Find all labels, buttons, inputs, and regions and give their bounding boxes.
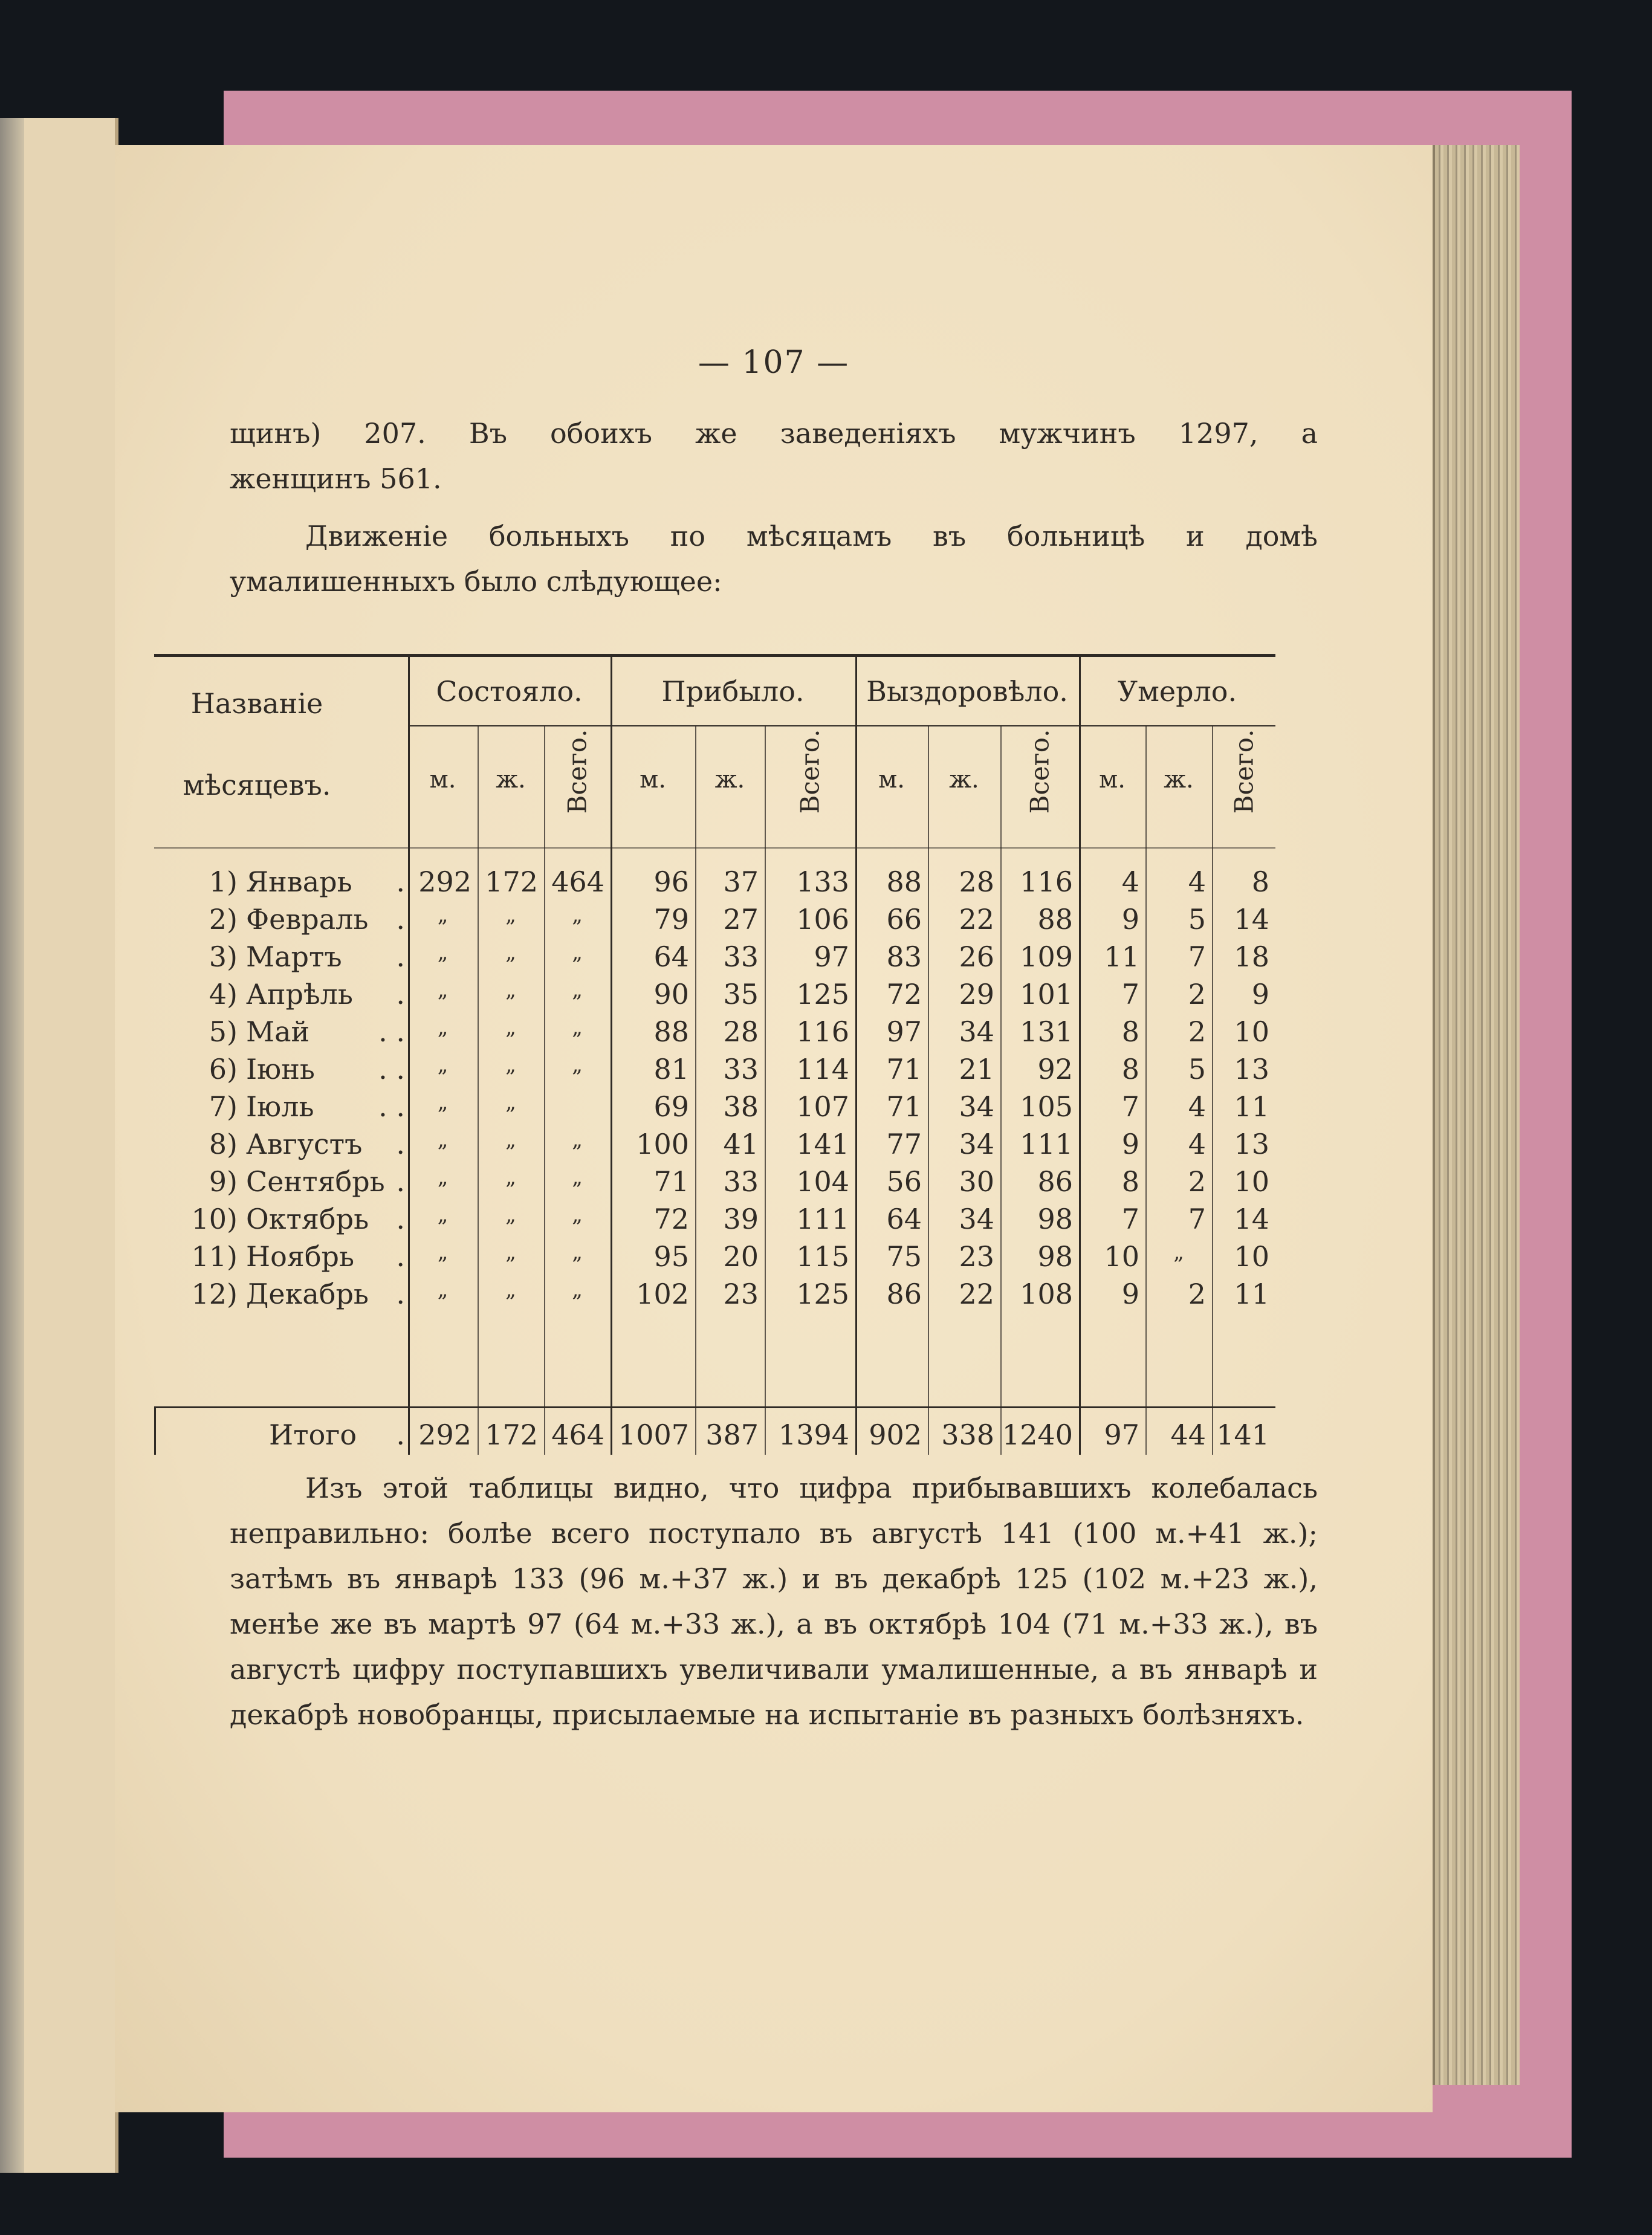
table-cell: „ bbox=[437, 978, 449, 1002]
subheader-women: ж. bbox=[496, 766, 526, 794]
month-number: 6) bbox=[209, 1053, 238, 1085]
table-cell: 34 bbox=[959, 1128, 994, 1160]
table-cell: 105 bbox=[1020, 1090, 1073, 1123]
table-cell: 28 bbox=[723, 1015, 759, 1048]
month-label: Ноябрь bbox=[246, 1240, 355, 1273]
table-cell: 56 bbox=[886, 1165, 922, 1198]
table-cell: 20 bbox=[723, 1240, 759, 1273]
column-divider bbox=[928, 726, 929, 1455]
subheader-men: м. bbox=[878, 766, 905, 794]
column-divider bbox=[1212, 726, 1213, 1455]
group-header-umerlo: Умерло. bbox=[1117, 675, 1237, 708]
table-cell: 114 bbox=[796, 1053, 849, 1085]
leader-dots: . bbox=[396, 903, 405, 936]
subheader-men: м. bbox=[429, 766, 456, 794]
table-cell: 13 bbox=[1234, 1128, 1269, 1160]
table-cell: 11 bbox=[1234, 1278, 1269, 1310]
table-cell: 106 bbox=[796, 903, 849, 936]
table-cell: „ bbox=[572, 903, 583, 927]
group-divider bbox=[855, 657, 857, 1455]
subheader-total: Всего. bbox=[1229, 729, 1258, 814]
column-divider bbox=[695, 726, 696, 1455]
table-cell: 5 bbox=[1188, 1053, 1206, 1085]
table-cell: 10 bbox=[1234, 1015, 1269, 1048]
table-cell: 71 bbox=[886, 1090, 922, 1123]
lead-text: Движеніе больныхъ по мѣсяцамъ въ больницѣ и домѣ умалишенныхъ было слѣдующее: bbox=[230, 520, 1318, 598]
month-number: 7) bbox=[209, 1090, 238, 1123]
table-cell: 98 bbox=[1037, 1240, 1073, 1273]
table-cell: 2 bbox=[1188, 1165, 1206, 1198]
month-number: 1) bbox=[209, 865, 238, 898]
table-cell: 83 bbox=[886, 940, 922, 973]
table-cell: „ bbox=[505, 1090, 516, 1114]
table-cell: 22 bbox=[959, 903, 994, 936]
book-page bbox=[115, 145, 1433, 2112]
table-cell: 69 bbox=[653, 1090, 689, 1123]
table-cell: „ bbox=[505, 1053, 516, 1077]
subheader-total: Всего. bbox=[795, 729, 825, 814]
table-cell: „ bbox=[505, 1278, 516, 1302]
month-number: 12) bbox=[191, 1278, 238, 1310]
month-number: 11) bbox=[191, 1240, 238, 1273]
table-cell: 107 bbox=[796, 1090, 849, 1123]
page-number: — 107 — bbox=[698, 344, 850, 381]
left-page-edge bbox=[0, 118, 118, 2173]
book-spine bbox=[0, 118, 24, 2173]
table-cell: 34 bbox=[959, 1015, 994, 1048]
table-cell: 77 bbox=[886, 1128, 922, 1160]
table-cell: „ bbox=[572, 1128, 583, 1152]
table-top-rule bbox=[154, 654, 1275, 657]
table-cell: 7 bbox=[1188, 940, 1206, 973]
table-cell: „ bbox=[437, 1165, 449, 1189]
subheader-women: ж. bbox=[1164, 766, 1194, 794]
table-cell: 18 bbox=[1234, 940, 1269, 973]
table-cell: 88 bbox=[1037, 903, 1073, 936]
table-cell: 9 bbox=[1251, 978, 1269, 1011]
leader-dots: . . bbox=[378, 1015, 405, 1048]
intro-line-1: щинъ) 207. Въ обоихъ же заведеніяхъ мужчинъ 1297, а bbox=[230, 417, 1318, 450]
table-cell: 27 bbox=[723, 903, 759, 936]
patient-movement-table bbox=[154, 654, 1275, 1455]
month-number: 2) bbox=[209, 903, 238, 936]
leader-dots: . bbox=[396, 978, 405, 1011]
table-cell: „ bbox=[505, 1015, 516, 1040]
lead-paragraph bbox=[230, 514, 1318, 604]
total-cell: 292 bbox=[418, 1418, 471, 1451]
subheader-total: Всего. bbox=[562, 729, 592, 814]
table-cell: „ bbox=[572, 1278, 583, 1302]
table-cell: 2 bbox=[1188, 978, 1206, 1011]
table-cell: 115 bbox=[796, 1240, 849, 1273]
group-divider bbox=[611, 657, 612, 1455]
table-cell: 86 bbox=[1037, 1165, 1073, 1198]
total-cell: 902 bbox=[869, 1418, 922, 1451]
table-cell: 116 bbox=[1020, 865, 1073, 898]
table-cell: 39 bbox=[723, 1203, 759, 1235]
table-cell: 75 bbox=[886, 1240, 922, 1273]
table-cell: 7 bbox=[1188, 1203, 1206, 1235]
table-cell: 66 bbox=[886, 903, 922, 936]
table-cell: 35 bbox=[723, 978, 759, 1011]
closing-text: Изъ этой таблицы видно, что цифра прибывавшихъ колебалась неправильно: болѣе всего поступало въ августѣ 141 (100 м.+41 ж.); затѣмъ въ январѣ 133 (96 м.+37 ж.) и въ декабрѣ 125 (102 м.+23 ж.), менѣе же въ мартѣ 97 (64 м.+33 ж.), а въ октябрѣ 104 (71 м.+33 ж.), въ августѣ цифру поступавшихъ увеличивали умалишенные, а въ январѣ и декабрѣ новобранцы, присылаемые на испытаніе въ разныхъ болѣзняхъ. bbox=[230, 1472, 1318, 1731]
table-cell: 125 bbox=[796, 978, 849, 1011]
table-cell: 101 bbox=[1020, 978, 1073, 1011]
month-number: 10) bbox=[191, 1203, 238, 1235]
table-cell: „ bbox=[437, 1278, 449, 1302]
table-total-rule bbox=[154, 1406, 1275, 1408]
month-number: 3) bbox=[209, 940, 238, 973]
table-left-stub bbox=[154, 1406, 156, 1455]
table-cell: „ bbox=[437, 1090, 449, 1114]
table-cell: 464 bbox=[551, 865, 604, 898]
month-label: Мартъ bbox=[246, 940, 342, 973]
table-cell: 41 bbox=[723, 1128, 759, 1160]
table-cell: 7 bbox=[1121, 978, 1139, 1011]
table-cell: 10 bbox=[1234, 1240, 1269, 1273]
leader-dots: . bbox=[396, 940, 405, 973]
table-cell: „ bbox=[505, 1240, 516, 1264]
leader-dots: . bbox=[396, 1240, 405, 1273]
table-cell: 7 bbox=[1121, 1090, 1139, 1123]
closing-paragraph bbox=[230, 1466, 1318, 1738]
group-divider bbox=[1079, 657, 1081, 1455]
table-cell: „ bbox=[437, 1053, 449, 1077]
table-cell: 14 bbox=[1234, 1203, 1269, 1235]
subheader-total: Всего. bbox=[1025, 729, 1055, 814]
column-divider bbox=[1145, 726, 1147, 1455]
table-cell: „ bbox=[572, 978, 583, 1002]
table-cell: 14 bbox=[1234, 903, 1269, 936]
leader-dots: . bbox=[396, 1418, 405, 1451]
table-cell: 28 bbox=[959, 865, 994, 898]
month-label: Сентябрь bbox=[246, 1165, 385, 1198]
month-label: Декабрь bbox=[246, 1278, 369, 1310]
total-cell: 172 bbox=[485, 1418, 538, 1451]
table-cell: 2 bbox=[1188, 1278, 1206, 1310]
total-cell: 1394 bbox=[778, 1418, 849, 1451]
table-cell: 96 bbox=[653, 865, 689, 898]
table-cell: 98 bbox=[1037, 1203, 1073, 1235]
table-cell: 64 bbox=[886, 1203, 922, 1235]
table-cell: „ bbox=[572, 1053, 583, 1077]
table-cell: 9 bbox=[1121, 1128, 1139, 1160]
table-cell: „ bbox=[437, 940, 449, 965]
month-label: Іюль bbox=[246, 1090, 314, 1123]
table-cell: 5 bbox=[1188, 903, 1206, 936]
leader-dots: . bbox=[396, 865, 405, 898]
intro-line-2: женщинъ 561. bbox=[230, 462, 442, 495]
table-cell: 23 bbox=[959, 1240, 994, 1273]
table-cell: „ bbox=[572, 1203, 583, 1227]
leader-dots: . bbox=[396, 1165, 405, 1198]
table-cell: 72 bbox=[886, 978, 922, 1011]
table-cell: 33 bbox=[723, 940, 759, 973]
column-divider bbox=[478, 726, 479, 1455]
table-cell: „ bbox=[505, 940, 516, 965]
table-cell: „ bbox=[505, 903, 516, 927]
table-cell: 111 bbox=[796, 1203, 849, 1235]
table-cell: 111 bbox=[1020, 1128, 1073, 1160]
table-cell: 133 bbox=[796, 865, 849, 898]
group-divider bbox=[408, 657, 410, 1455]
table-cell: 4 bbox=[1121, 865, 1139, 898]
month-label: Октябрь bbox=[246, 1203, 369, 1235]
table-cell: 38 bbox=[723, 1090, 759, 1123]
table-cell: 81 bbox=[653, 1053, 689, 1085]
table-cell: 7 bbox=[1121, 1203, 1139, 1235]
table-cell: 90 bbox=[653, 978, 689, 1011]
table-cell: 79 bbox=[653, 903, 689, 936]
table-cell: 10 bbox=[1234, 1165, 1269, 1198]
group-header-vyzdorovelo: Выздоровѣло. bbox=[866, 675, 1068, 708]
group-header-pribylo: Прибыло. bbox=[661, 675, 805, 708]
table-cell: 141 bbox=[796, 1128, 849, 1160]
table-cell: 116 bbox=[796, 1015, 849, 1048]
table-cell: „ bbox=[437, 1240, 449, 1264]
table-cell: 8 bbox=[1121, 1053, 1139, 1085]
total-cell: 387 bbox=[705, 1418, 759, 1451]
table-cell: 97 bbox=[886, 1015, 922, 1048]
table-cell: 23 bbox=[723, 1278, 759, 1310]
page-stack-edges bbox=[1433, 145, 1520, 2085]
table-cell: „ bbox=[572, 1165, 583, 1189]
table-cell: „ bbox=[437, 1203, 449, 1227]
table-cell: 26 bbox=[959, 940, 994, 973]
table-cell: 109 bbox=[1020, 940, 1073, 973]
table-cell: „ bbox=[437, 1128, 449, 1152]
table-cell: 37 bbox=[723, 865, 759, 898]
table-cell: 95 bbox=[653, 1240, 689, 1273]
subheader-women: ж. bbox=[714, 766, 745, 794]
total-cell: 44 bbox=[1170, 1418, 1206, 1451]
leader-dots: . bbox=[396, 1203, 405, 1235]
table-cell: „ bbox=[572, 1240, 583, 1264]
month-label: Май bbox=[246, 1015, 310, 1048]
table-cell: 88 bbox=[886, 865, 922, 898]
month-number: 8) bbox=[209, 1128, 238, 1160]
table-cell: 30 bbox=[959, 1165, 994, 1198]
table-cell: 100 bbox=[636, 1128, 689, 1160]
leader-dots: . bbox=[396, 1128, 405, 1160]
table-cell: 125 bbox=[796, 1278, 849, 1310]
total-cell: 141 bbox=[1216, 1418, 1269, 1451]
total-text: Итого bbox=[269, 1418, 357, 1451]
month-label: Августъ bbox=[246, 1128, 363, 1160]
table-cell: 88 bbox=[653, 1015, 689, 1048]
table-cell: 4 bbox=[1188, 1090, 1206, 1123]
total-cell: 464 bbox=[551, 1418, 604, 1451]
table-header-rule bbox=[154, 847, 1275, 849]
table-cell: 71 bbox=[653, 1165, 689, 1198]
table-cell: „ bbox=[572, 940, 583, 965]
table-cell: „ bbox=[505, 978, 516, 1002]
col-name-header-2: мѣсяцевъ. bbox=[183, 769, 331, 801]
table-cell: 131 bbox=[1020, 1015, 1073, 1048]
intro-paragraph bbox=[230, 411, 1318, 502]
table-cell: 11 bbox=[1234, 1090, 1269, 1123]
month-label: Февраль bbox=[246, 903, 369, 936]
table-cell: „ bbox=[505, 1203, 516, 1227]
month-label: Январь bbox=[246, 865, 352, 898]
table-cell: 4 bbox=[1188, 865, 1206, 898]
table-cell: 2 bbox=[1188, 1015, 1206, 1048]
leader-dots: . . bbox=[378, 1090, 405, 1123]
leader-dots: . bbox=[396, 1278, 405, 1310]
col-name-header-1: Названіе bbox=[190, 687, 323, 720]
table-cell: 102 bbox=[636, 1278, 689, 1310]
table-cell: 97 bbox=[814, 940, 849, 973]
table-cell: 4 bbox=[1188, 1128, 1206, 1160]
table-cell: 108 bbox=[1020, 1278, 1073, 1310]
table-cell: 9 bbox=[1121, 903, 1139, 936]
total-cell: 1240 bbox=[1002, 1418, 1073, 1451]
table-cell: 9 bbox=[1121, 1278, 1139, 1310]
total-cell: 1007 bbox=[618, 1418, 689, 1451]
total-cell: 338 bbox=[941, 1418, 994, 1451]
subheader-men: м. bbox=[1099, 766, 1126, 794]
table-cell: 86 bbox=[886, 1278, 922, 1310]
month-number: 9) bbox=[209, 1165, 238, 1198]
subheader-rule bbox=[408, 725, 1275, 726]
table-cell: „ bbox=[1173, 1240, 1184, 1264]
month-label: Апрѣль bbox=[246, 978, 353, 1011]
table-cell: 22 bbox=[959, 1278, 994, 1310]
table-cell: 8 bbox=[1251, 865, 1269, 898]
table-cell: „ bbox=[505, 1165, 516, 1189]
table-cell: „ bbox=[505, 1128, 516, 1152]
table-cell: 13 bbox=[1234, 1053, 1269, 1085]
subheader-women: ж. bbox=[949, 766, 979, 794]
table-cell: „ bbox=[437, 1015, 449, 1040]
table-cell: 8 bbox=[1121, 1015, 1139, 1048]
column-divider bbox=[765, 726, 766, 1455]
month-label: Іюнь bbox=[246, 1053, 315, 1085]
subheader-men: м. bbox=[640, 766, 666, 794]
table-cell: 8 bbox=[1121, 1165, 1139, 1198]
table-cell: 64 bbox=[653, 940, 689, 973]
month-number: 5) bbox=[209, 1015, 238, 1048]
table-cell: 104 bbox=[796, 1165, 849, 1198]
total-cell: 97 bbox=[1104, 1418, 1139, 1451]
leader-dots: . . bbox=[378, 1053, 405, 1085]
table-cell: 72 bbox=[653, 1203, 689, 1235]
table-cell: „ bbox=[437, 903, 449, 927]
table-cell: „ bbox=[572, 1015, 583, 1040]
table-cell: 21 bbox=[959, 1053, 994, 1085]
table-cell: 11 bbox=[1104, 940, 1139, 973]
table-cell: 33 bbox=[723, 1053, 759, 1085]
table-cell: 172 bbox=[485, 865, 538, 898]
table-cell: 71 bbox=[886, 1053, 922, 1085]
table-cell: 34 bbox=[959, 1090, 994, 1123]
month-number: 4) bbox=[209, 978, 238, 1011]
column-divider bbox=[1000, 726, 1002, 1455]
table-cell: 10 bbox=[1104, 1240, 1139, 1273]
table-cell: 34 bbox=[959, 1203, 994, 1235]
table-cell: 33 bbox=[723, 1165, 759, 1198]
table-cell: 29 bbox=[959, 978, 994, 1011]
column-divider bbox=[544, 726, 545, 1455]
table-cell: 292 bbox=[418, 865, 471, 898]
group-header-sostoyalo: Состояло. bbox=[436, 675, 583, 708]
table-cell: 92 bbox=[1037, 1053, 1073, 1085]
